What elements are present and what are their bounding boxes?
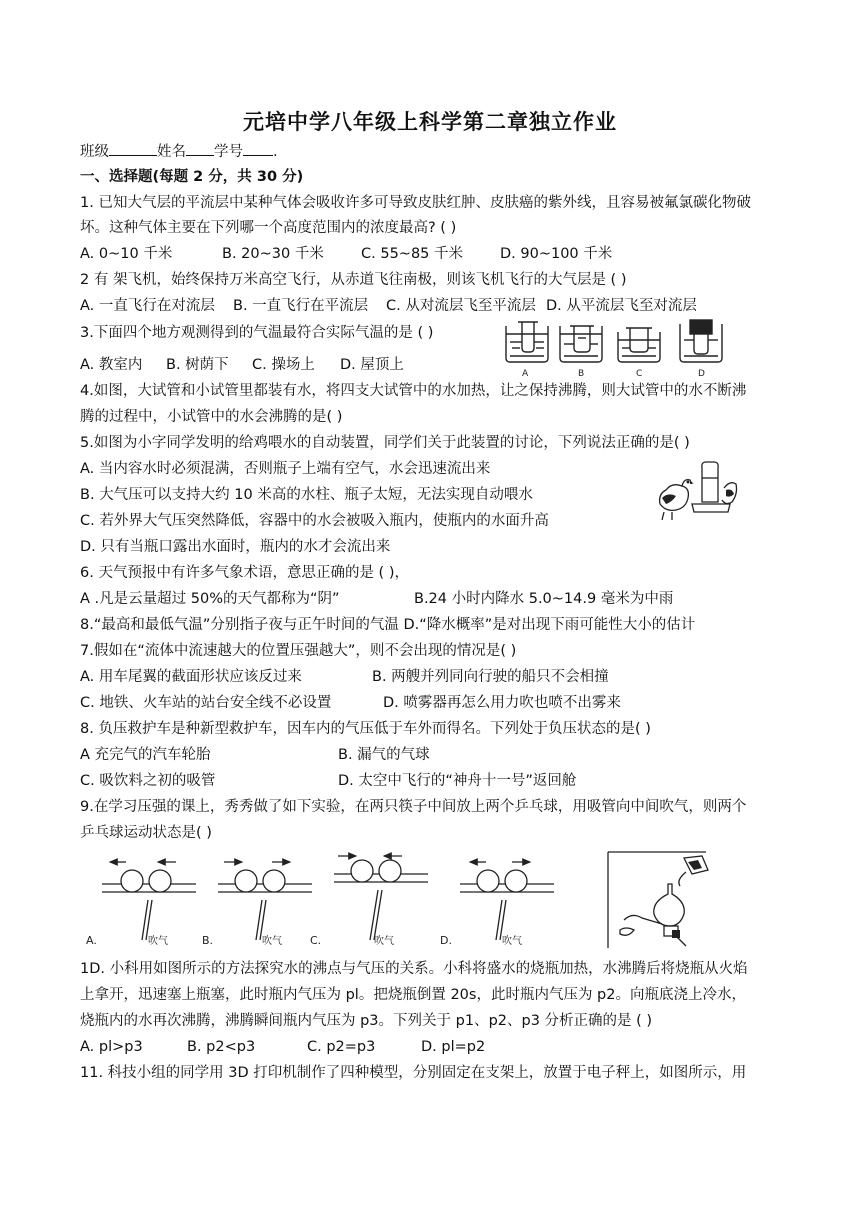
q8-option-b: B. 漏气的气球 [338, 747, 430, 763]
q3-option-d: D. 屋顶上 [340, 357, 404, 373]
q10-stem-2: 上拿开，迅速塞上瓶塞，此时瓶内气压为 pl。把烧瓶倒置 20s，此时瓶内气压为 p2。向瓶底浇上冷水， [80, 987, 746, 1003]
q3-option-b: B. 树荫下 [166, 357, 229, 373]
q10-option-b: B. p2<p3 [187, 1039, 256, 1055]
name-label: 姓名 [157, 144, 186, 160]
q1-option-a: A. 0~10 千米 [80, 246, 173, 262]
q1-option-d: D. 90~100 千米 [500, 246, 613, 262]
q9-stem-1: 9.在学习压强的课上，秀秀做了如下实验，在两只筷子中间放上两个乒乓球，用吸管向中间吹气，则两个 [80, 799, 747, 815]
q10-stem-3: 烧瓶内的水再次沸腾，沸腾瞬间瓶内气压为 p3。下列关于 p1、p2、p3 分析正确的是 ( ) [80, 1013, 653, 1029]
q6-option-b: B.24 小时内降水 5.0~14.9 毫米为中雨 [414, 591, 674, 607]
q3-stem: 3.下面四个地方观测得到的气温最符合实际气温的是 ( ) [80, 325, 434, 341]
blow-label-a: 吹气 [148, 936, 168, 947]
q9-stem-2: 乒乓球运动状态是( ) [80, 825, 212, 841]
q3-option-a: A. 教室内 [80, 357, 143, 373]
q5-option-d: D. 只有当瓶口露出水面时，瓶内的水才会流出来 [80, 539, 391, 555]
id-label: 学号 [214, 144, 243, 160]
q10-option-a: A. pl>p3 [80, 1039, 143, 1055]
q7-option-b: B. 两艘并列同向行驶的船只不会相撞 [372, 669, 609, 685]
q7-stem: 7.假如在“流体中流速越大的位置压强越大”，则不会出现的情况是( ) [80, 643, 517, 659]
q11-stem: 11. 科技小组的同学用 3D 打印机制作了四种模型，分别固定在支架上，放置于电子秤上，如图所示，用 [80, 1065, 747, 1081]
pingpong-label-d: D. [440, 934, 452, 947]
blow-label-c: 吹气 [374, 936, 394, 947]
tube-label-b: B [578, 369, 585, 379]
tube-label-a: A [522, 369, 529, 379]
page-title: 元培中学八年级上科学第二章独立作业 [243, 110, 617, 134]
q6-option-a: A .凡是云量超过 50%的天气都称为“阴” [80, 591, 340, 607]
q5-option-a: A. 当内容水时必须混满，否则瓶子上端有空气，水会迅速流出来 [80, 461, 491, 477]
tube-label-c: C [636, 369, 643, 379]
q2-option-d: D. 从平流层飞至对流层 [546, 298, 697, 314]
q10-stem-1: 1D. 小科用如图所示的方法探究水的沸点与气压的关系。小科将盛水的烧瓶加热，水沸腾后将烧瓶从火焰 [80, 961, 748, 977]
flask-boiling-figure [606, 850, 742, 950]
q5-option-b: B. 大气压可以支持大约 10 米高的水柱、瓶子太短，无法实现自动喂水 [80, 487, 533, 503]
q5-option-c: C. 若外界大气压突然降低，容器中的水会被吸入瓶内，使瓶内的水面升高 [80, 513, 549, 529]
section-heading: 一、选择题(每题 2 分，共 30 分) [80, 169, 304, 185]
tube-label-d: D [698, 369, 705, 379]
q7-option-d: D. 喷雾器再怎么用力吹也喷不出雾来 [383, 695, 621, 711]
q7-option-c: C. 地铁、火车站的站台安全线不必设置 [80, 695, 332, 711]
q5-stem: 5.如图为小字同学发明的给鸡喂水的自动装置，同学们关于此装置的讨论，下列说法正确的是( ) [80, 435, 690, 451]
q10-option-c: C. p2=p3 [307, 1039, 376, 1055]
q8-option-d: D. 太空中飞行的“神舟十一号”返回舱 [338, 773, 577, 789]
q6-stem: 6. 天气预报中有许多气象术语，意思正确的是 ( )， [80, 565, 409, 581]
q2-stem: 2 有 架飞机，始终保持万米高空飞行，从赤道飞往南极，则该飞机飞行的大气层是 ( ) [80, 272, 627, 288]
q8-option-c: C. 吸饮料之初的吸管 [80, 773, 216, 789]
q2-option-b: B. 一直飞行在平流层 [233, 298, 369, 314]
q7-option-a: A. 用车尾翼的截面形状应该反过来 [80, 669, 302, 685]
q2-option-c: C. 从对流层飞至平流层 [386, 298, 536, 314]
q1-option-b: B. 20~30 千米 [222, 246, 324, 262]
q1-option-c: C. 55~85 千米 [361, 246, 464, 262]
q6-option-cd: 8.“最高和最低气温”分别指子夜与正午时间的气温 D.“降水概率”是对出现下雨可能性大小的估计 [80, 617, 696, 633]
q8-option-a: A 充完气的汽车轮胎 [80, 747, 211, 763]
test-tube-figure [500, 318, 732, 380]
q3-option-c: C. 操场上 [252, 357, 315, 373]
q2-option-a: A. 一直飞行在对流层 [80, 298, 215, 314]
class-label: 班级 [80, 144, 109, 160]
pingpong-label-c: C. [310, 934, 322, 947]
q4-stem-1: 4.如图，大试管和小试管里都装有水，将四支大试管中的水加热，让之保持沸腾，则大试管中的水不断沸 [80, 383, 747, 399]
q4-stem-2: 腾的过程中，小试管中的水会沸腾的是( ) [80, 409, 343, 425]
chicken-waterer-figure [654, 458, 740, 522]
name-blank[interactable] [186, 141, 214, 156]
q1-stem-2: 坏。这种气体主要在下列哪一个高度范围内的浓度最高? ( ) [80, 220, 457, 236]
pingpong-label-a: A. [86, 934, 97, 947]
q10-option-d: D. pl=p2 [421, 1039, 486, 1055]
ping-pong-figure [84, 850, 554, 950]
header-end: . [273, 144, 278, 160]
blow-label-d: 吹气 [502, 936, 522, 947]
q1-stem-1: 1. 已知大气层的平流层中某种气体会吸收许多可导致皮肤红肿、皮肤癌的紫外线，且容易被氟氯碳化物破 [80, 195, 751, 211]
pingpong-label-b: B. [202, 934, 214, 947]
student-info-line [80, 141, 278, 162]
id-blank[interactable] [243, 141, 273, 156]
blow-label-b: 吹气 [262, 936, 282, 947]
q8-stem: 8. 负压救护车是种新型救护车，因车内的气压低于车外而得名。下列处于负压状态的是( ) [80, 721, 651, 737]
class-blank[interactable] [109, 141, 157, 156]
